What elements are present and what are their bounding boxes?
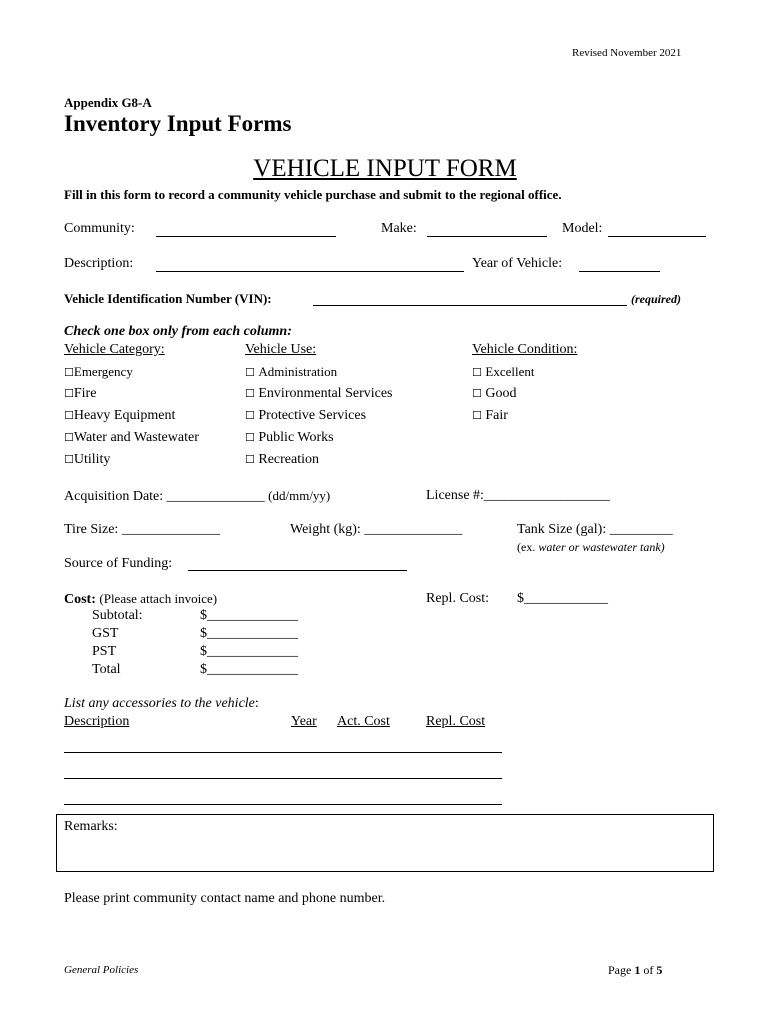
repl-cost-field[interactable]: $____________ <box>517 591 608 606</box>
cost-note: (Please attach invoice) <box>99 591 218 606</box>
section-title: Inventory Input Forms <box>64 111 292 136</box>
acquisition-field[interactable]: ______________ <box>166 489 265 504</box>
tank-label: Tank Size (gal): <box>517 522 607 537</box>
category-option[interactable]: ☐Fire <box>64 386 97 401</box>
use-header: Vehicle Use: <box>245 342 317 357</box>
accessory-line[interactable] <box>64 752 502 753</box>
license-field[interactable]: __________________ <box>483 488 610 503</box>
condition-option[interactable]: ☐ Good <box>472 386 517 401</box>
vin-required: (required) <box>631 292 681 306</box>
checkbox-icon[interactable]: ☐ <box>64 387 74 400</box>
checkbox-icon[interactable]: ☐ <box>245 409 255 422</box>
gst-label: GST <box>92 626 119 641</box>
category-option[interactable]: ☐Utility <box>64 452 111 467</box>
funding-field[interactable] <box>188 570 407 571</box>
checkbox-icon[interactable]: ☐ <box>245 431 255 444</box>
repl-cost-label: Repl. Cost: <box>426 591 490 606</box>
contact-instruction: Please print community contact name and phone number. <box>64 891 386 906</box>
accessories-col-year: Year <box>291 714 317 729</box>
checkbox-icon[interactable]: ☐ <box>245 453 255 466</box>
license-label: License #: <box>426 488 484 503</box>
subtotal-field[interactable]: $_____________ <box>200 608 298 623</box>
weight-field[interactable]: ______________ <box>364 522 463 537</box>
use-option[interactable]: ☐ Administration <box>245 364 338 379</box>
checkbox-icon[interactable]: ☐ <box>64 366 74 379</box>
acquisition-label: Acquisition Date: <box>64 489 164 504</box>
accessory-line[interactable] <box>64 804 502 805</box>
checkbox-icon[interactable]: ☐ <box>64 453 74 466</box>
tire-row <box>64 522 220 538</box>
weight-label: Weight (kg): <box>290 522 361 537</box>
model-label: Model: <box>562 221 603 236</box>
model-field[interactable] <box>608 236 706 237</box>
checkbox-icon[interactable]: ☐ <box>472 387 482 400</box>
weight-row <box>290 522 462 538</box>
remarks-label: Remarks: <box>64 819 118 834</box>
tank-field[interactable]: _________ <box>609 522 673 537</box>
category-header: Vehicle Category: <box>64 342 165 357</box>
tire-label: Tire Size: <box>64 522 119 537</box>
category-option[interactable]: ☐Water and Wastewater <box>64 430 199 445</box>
checkbox-icon[interactable]: ☐ <box>64 409 74 422</box>
gst-field[interactable]: $_____________ <box>200 626 298 641</box>
use-option[interactable]: ☐ Recreation <box>245 452 320 467</box>
condition-option[interactable]: ☐ Excellent <box>472 364 535 379</box>
year-label: Year of Vehicle: <box>472 256 563 271</box>
tank-note: (ex. water or wastewater tank) <box>517 540 665 554</box>
accessories-col-act-cost: Act. Cost <box>337 714 390 729</box>
condition-header: Vehicle Condition: <box>472 342 578 357</box>
vin-field[interactable] <box>313 305 627 306</box>
description-label: Description: <box>64 256 134 271</box>
year-field[interactable] <box>579 271 660 272</box>
use-option[interactable]: ☐ Environmental Services <box>245 386 393 401</box>
revised-date: Revised November 2021 <box>572 47 682 59</box>
total-field[interactable]: $_____________ <box>200 662 298 677</box>
accessories-col-repl-cost: Repl. Cost <box>426 714 486 729</box>
acquisition-format: (dd/mm/yy) <box>268 488 331 503</box>
license-row <box>426 488 610 504</box>
form-title <box>0 155 770 183</box>
accessories-intro: List any accessories to the vehicle: <box>64 696 259 711</box>
footer-left: General Policies <box>64 964 139 976</box>
cost-header <box>64 591 217 608</box>
cost-label: Cost: <box>64 592 96 607</box>
page-number: Page 1 of 5 <box>608 963 663 977</box>
tank-row <box>517 522 673 538</box>
subtotal-label: Subtotal: <box>92 608 143 623</box>
funding-label: Source of Funding: <box>64 556 173 571</box>
accessory-line[interactable] <box>64 778 502 779</box>
community-label: Community: <box>64 221 135 236</box>
remarks-box[interactable] <box>56 814 714 872</box>
total-label: Total <box>92 662 121 677</box>
category-option[interactable]: ☐Heavy Equipment <box>64 408 176 423</box>
pst-field[interactable]: $_____________ <box>200 644 298 659</box>
make-label: Make: <box>381 221 417 236</box>
description-field[interactable] <box>156 271 464 272</box>
form-title-text: VEHICLE INPUT FORM <box>253 155 517 182</box>
condition-option[interactable]: ☐ Fair <box>472 408 508 423</box>
check-instruction: Check one box only from each column: <box>64 324 292 339</box>
make-field[interactable] <box>427 236 547 237</box>
checkbox-icon[interactable]: ☐ <box>64 431 74 444</box>
instruction: Fill in this form to record a community vehicle purchase and submit to the regional office. <box>64 187 562 202</box>
pst-label: PST <box>92 644 117 659</box>
acquisition-row <box>64 488 330 505</box>
checkbox-icon[interactable]: ☐ <box>245 387 255 400</box>
use-option[interactable]: ☐ Protective Services <box>245 408 367 423</box>
appendix-label: Appendix G8-A <box>64 95 152 110</box>
checkbox-icon[interactable]: ☐ <box>472 409 482 422</box>
use-option[interactable]: ☐ Public Works <box>245 430 334 445</box>
category-option[interactable]: ☐Emergency <box>64 364 133 379</box>
checkbox-icon[interactable]: ☐ <box>245 366 255 379</box>
vin-label: Vehicle Identification Number (VIN): <box>64 291 272 306</box>
community-field[interactable] <box>156 236 336 237</box>
accessories-col-description: Description <box>64 714 130 729</box>
checkbox-icon[interactable]: ☐ <box>472 366 482 379</box>
tire-field[interactable]: ______________ <box>121 522 220 537</box>
